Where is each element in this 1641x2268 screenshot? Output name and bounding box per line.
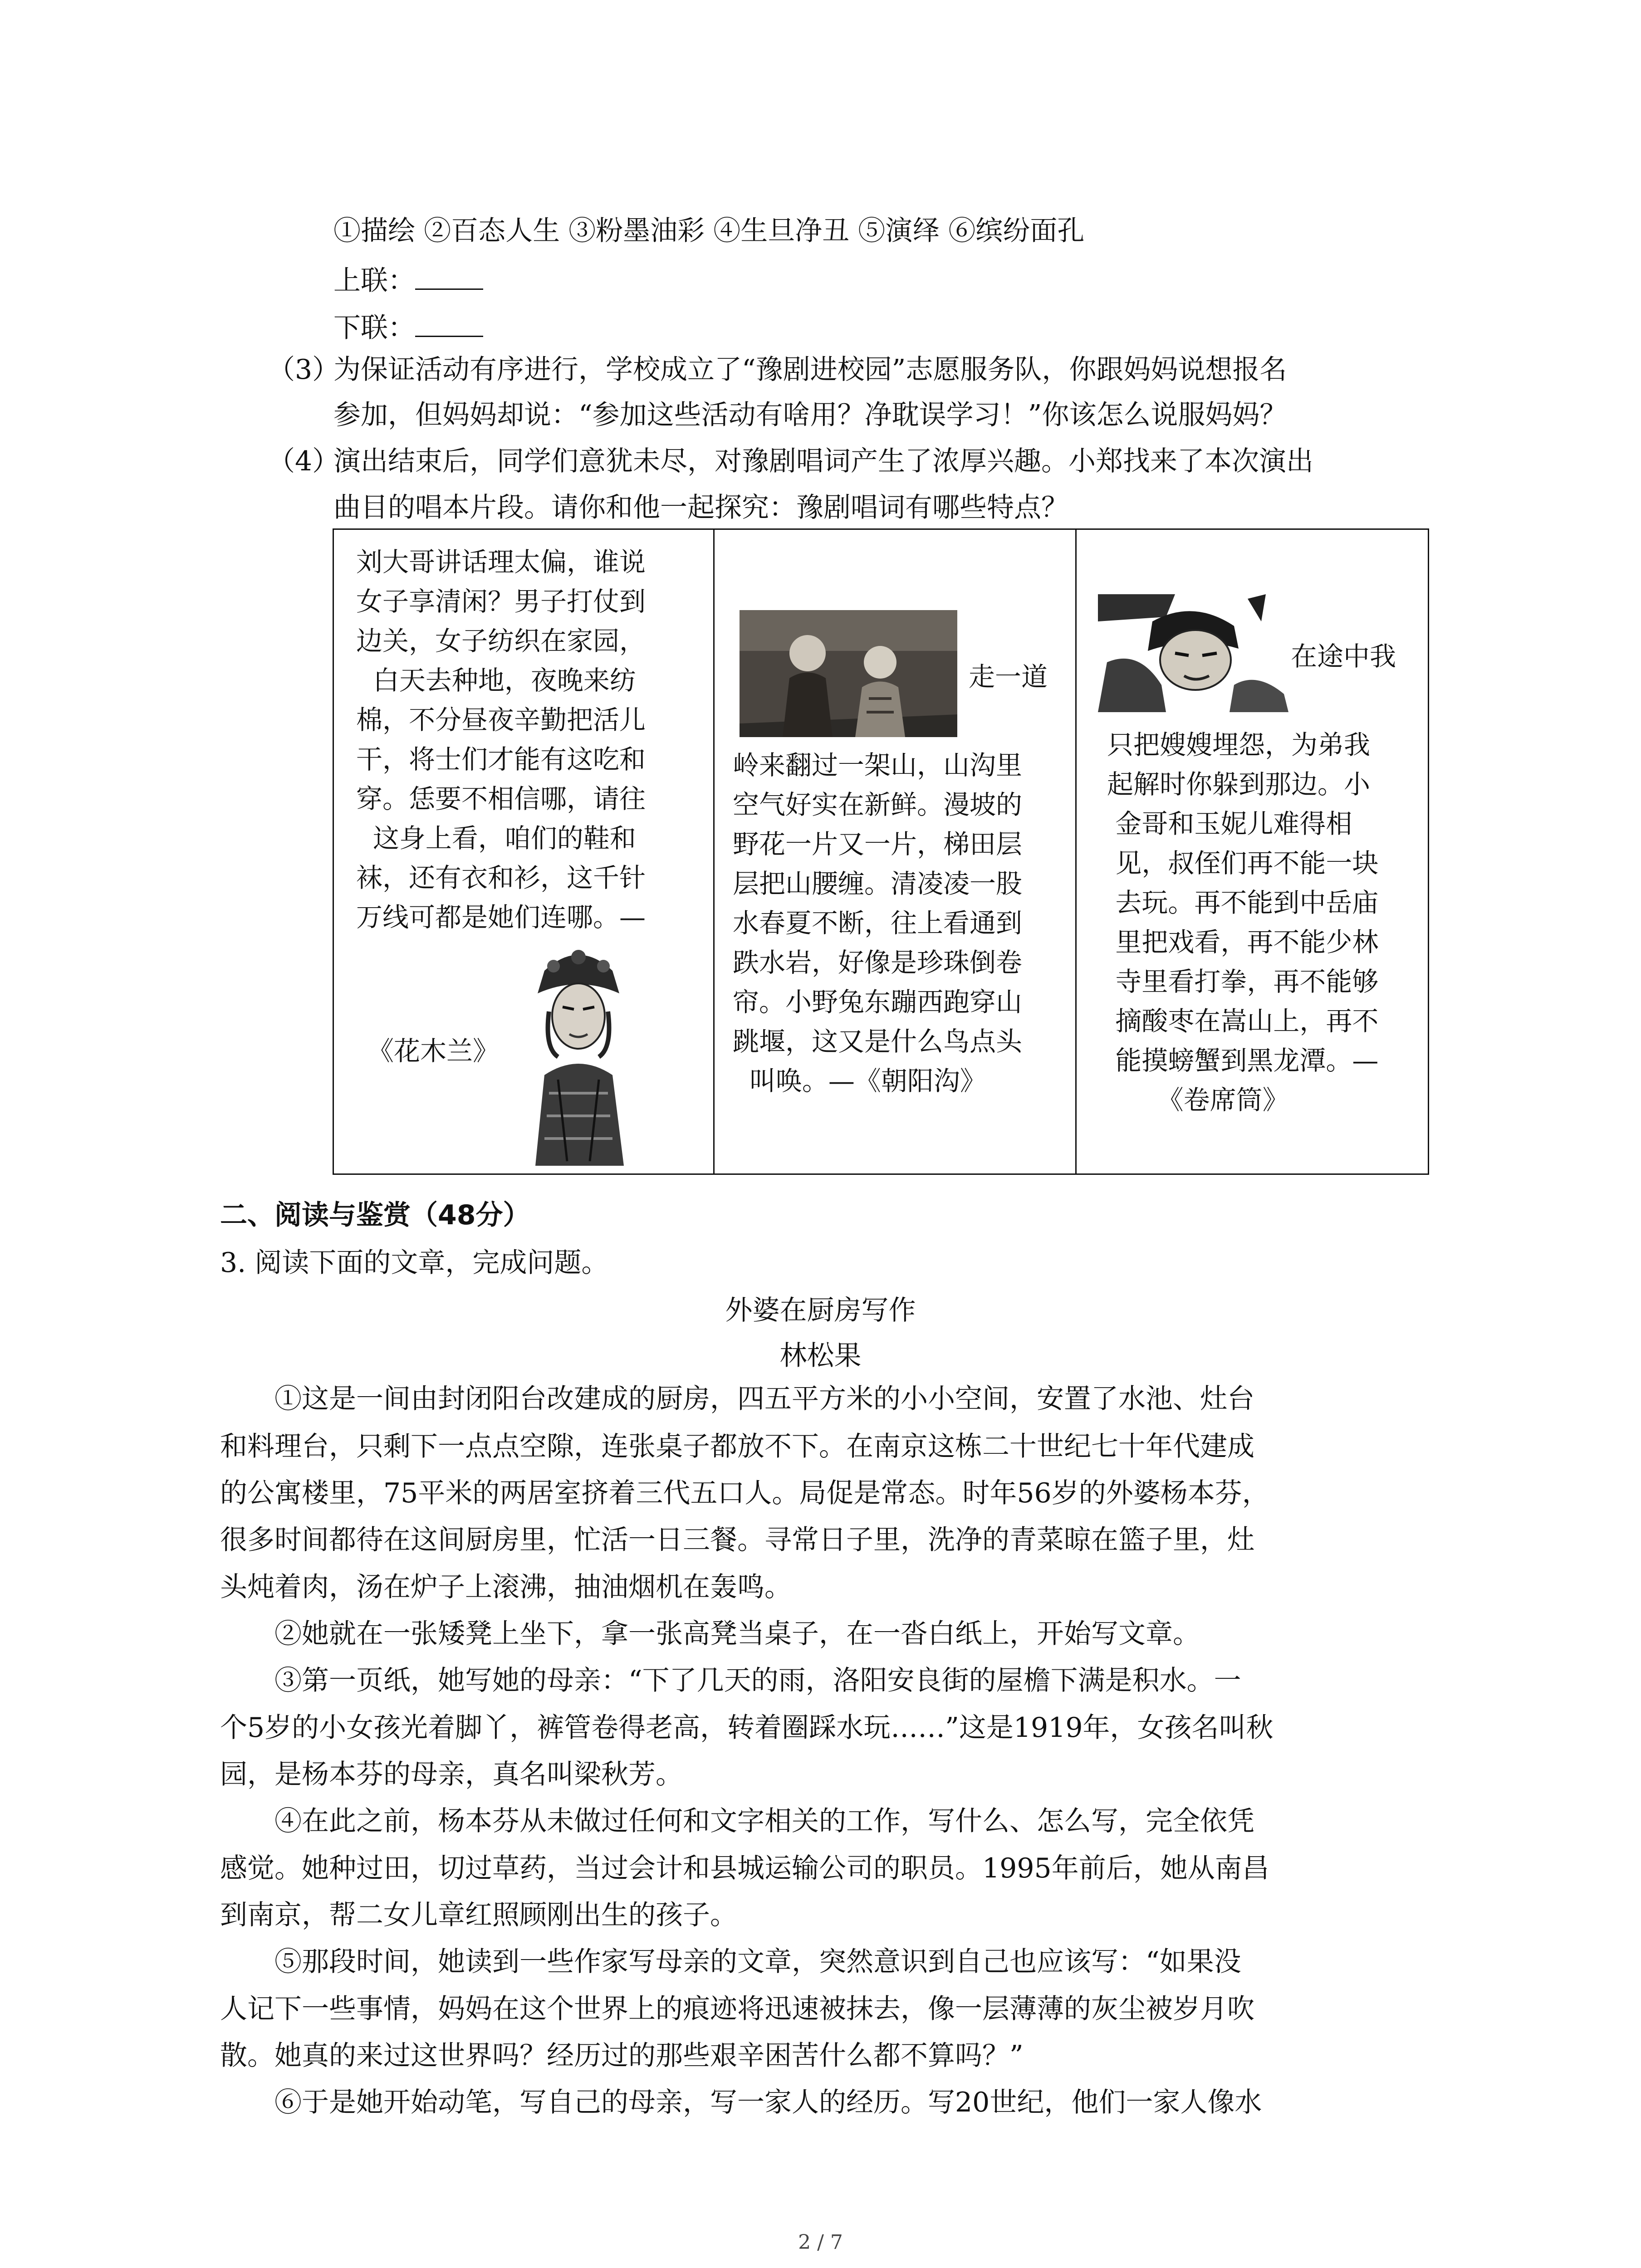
- article-line: 到南京，帮二女儿章红照顾刚出生的孩子。: [220, 1899, 737, 1931]
- col1-caption: 《花木兰》: [367, 1036, 500, 1066]
- q3-line-1: 为保证活动有序进行，学校成立了“豫剧进校园”志愿服务队，你跟妈妈说想报名: [333, 354, 1287, 386]
- article-line: 很多时间都待在这间厨房里，忙活一日三餐。寻常日子里，洗净的青菜晾在篮子里，灶: [220, 1524, 1254, 1556]
- q3-line-2: 参加，但妈妈却说：“参加这些活动有啥用？净耽误学习！”你该怎么说服妈妈？: [333, 399, 1287, 431]
- col2-head: 走一道: [969, 661, 1048, 692]
- col2-line: 跌水岩，好像是珍珠倒卷: [733, 947, 1023, 978]
- col3-head: 在途中我: [1291, 641, 1396, 672]
- col3-line: 能摸螃蟹到黑龙潭。—: [1107, 1045, 1379, 1076]
- col1-line: 女子享清闲？男子打仗到: [356, 586, 646, 617]
- col2-line: 跳堰，这又是什么鸟点头: [733, 1026, 1023, 1057]
- col1-line: 袜，还有衣和衫，这千针: [356, 862, 646, 893]
- col1-line: 边关，女子纺织在家园，: [356, 626, 646, 656]
- article-line: ④在此之前，杨本芬从未做过任何和文字相关的工作，写什么、怎么写，完全依凭: [220, 1805, 1254, 1837]
- col2-line: 层把山腰缠。清凌凌一股: [733, 868, 1023, 899]
- q4-line-1: 演出结束后，同学们意犹未尽，对豫剧唱词产生了浓厚兴趣。小郑找来了本次演出: [333, 445, 1313, 477]
- section-heading: 二、阅读与鉴赏（48分）: [220, 1199, 530, 1231]
- article-line: ③第一页纸，她写她的母亲：“下了几天的雨，洛阳安良街的屋檐下满是积水。一: [220, 1665, 1241, 1696]
- col1-line: 穿。恁要不相信哪，请往: [356, 783, 646, 814]
- col1-line: 白天去种地，夜晚来纺: [356, 665, 636, 696]
- col3-line: 只把嫂嫂埋怨，为弟我: [1107, 729, 1371, 760]
- chaoyanggou-stage-photo-image: [740, 610, 957, 737]
- col3-line: 去玩。再不能到中岳庙: [1107, 887, 1379, 918]
- article-line: 感觉。她种过田，切过草药，当过会计和县城运输公司的职员。1995年前后，她从南昌: [220, 1853, 1269, 1884]
- article-line: 散。她真的来过这世界吗？经历过的那些艰辛困苦什么都不算吗？”: [220, 2040, 1024, 2072]
- page-number: 2 / 7: [798, 2231, 843, 2254]
- article-line: ⑤那段时间，她读到一些作家写母亲的文章，突然意识到自己也应该写：“如果没: [220, 1946, 1241, 1978]
- article-line: 园，是杨本芬的母亲，真名叫梁秋芳。: [220, 1759, 683, 1790]
- article-title: 外婆在厨房写作: [725, 1295, 916, 1326]
- col3-line: 《卷席筒》: [1107, 1085, 1289, 1115]
- shang-lian-row: [333, 261, 483, 298]
- col2-line: 帘。小野兔东蹦西跑穿山: [733, 987, 1023, 1017]
- col3-line: 见，叔侄们再不能一块: [1107, 848, 1379, 879]
- col3-line: 摘酸枣在嵩山上，再不: [1107, 1006, 1379, 1036]
- col2-line: 野花一片又一片，梯田层: [733, 829, 1023, 860]
- xia-lian-label: 下联：: [333, 312, 415, 344]
- col2-line: 岭来翻过一架山，山沟里: [733, 750, 1023, 781]
- article-line: ②她就在一张矮凳上坐下，拿一张高凳当桌子，在一沓白纸上，开始写文章。: [220, 1618, 1200, 1650]
- options-line: ①描绘 ②百态人生 ③粉墨油彩 ④生旦净丑 ⑤演绎 ⑥缤纷面孔: [333, 215, 1085, 247]
- article-line: ①这是一间由封闭阳台改建成的厨房，四五平方米的小小空间，安置了水池、灶台: [220, 1383, 1254, 1415]
- shang-lian-label: 上联：: [333, 265, 415, 297]
- q4-number: （4）: [268, 445, 340, 477]
- shang-lian-blank[interactable]: [415, 261, 483, 290]
- article-line: 头炖着肉，汤在炉子上滚沸，抽油烟机在轰鸣。: [220, 1571, 792, 1603]
- article-line: 和料理台，只剩下一点点空隙，连张桌子都放不下。在南京这栋二十世纪七十年代建成: [220, 1431, 1254, 1462]
- col3-line: 寺里看打拳，再不能够: [1107, 966, 1379, 997]
- col1-line: 干，将士们才能有这吃和: [356, 744, 646, 775]
- mulan-opera-figure-image: [517, 943, 640, 1166]
- col2-line: 水春夏不断，往上看通到: [733, 908, 1023, 938]
- q4-line-2: 曲目的唱本片段。请你和他一起探究：豫剧唱词有哪些特点？: [333, 492, 1068, 523]
- col2-line: 叫唤。—《朝阳沟》: [733, 1066, 986, 1096]
- table-divider-1: [713, 528, 715, 1175]
- col1-line: 棉，不分昼夜辛勤把活儿: [356, 704, 646, 735]
- col3-line: 金哥和玉妮儿难得相: [1107, 808, 1352, 839]
- col3-line: 里把戏看，再不能少林: [1107, 927, 1379, 958]
- col1-line: 这身上看，咱们的鞋和: [356, 823, 636, 854]
- col1-line: 刘大哥讲话理太偏，谁说: [356, 547, 646, 577]
- col1-line: 万线可都是她们连哪。—: [356, 902, 646, 933]
- article-line: 个5岁的小女孩光着脚丫，裤管卷得老高，转着圈踩水玩……”这是1919年，女孩名叫秋: [220, 1712, 1274, 1744]
- xia-lian-row: [333, 308, 483, 346]
- article-author: 林松果: [779, 1340, 862, 1372]
- article-line: 的公寓楼里，75平米的两居室挤着三代五口人。局促是常态。时年56岁的外婆杨本芬，: [220, 1477, 1269, 1509]
- xia-lian-blank[interactable]: [415, 308, 483, 337]
- q3-number: （3）: [268, 354, 340, 386]
- col2-line: 空气好实在新鲜。漫坡的: [733, 789, 1023, 820]
- table-divider-2: [1075, 528, 1077, 1175]
- article-line: ⑥于是她开始动笔，写自己的母亲，写一家人的经历。写20世纪，他们一家人像水: [220, 2087, 1262, 2118]
- col3-line: 起解时你躲到那边。小: [1107, 769, 1371, 800]
- juanxitong-stage-figure-image: [1098, 594, 1288, 712]
- article-line: 人记下一些事情，妈妈在这个世界上的痕迹将迅速被抹去，像一层薄薄的灰尘被岁月吹: [220, 1993, 1254, 2025]
- reading-question-intro: 3. 阅读下面的文章，完成问题。: [220, 1247, 609, 1279]
